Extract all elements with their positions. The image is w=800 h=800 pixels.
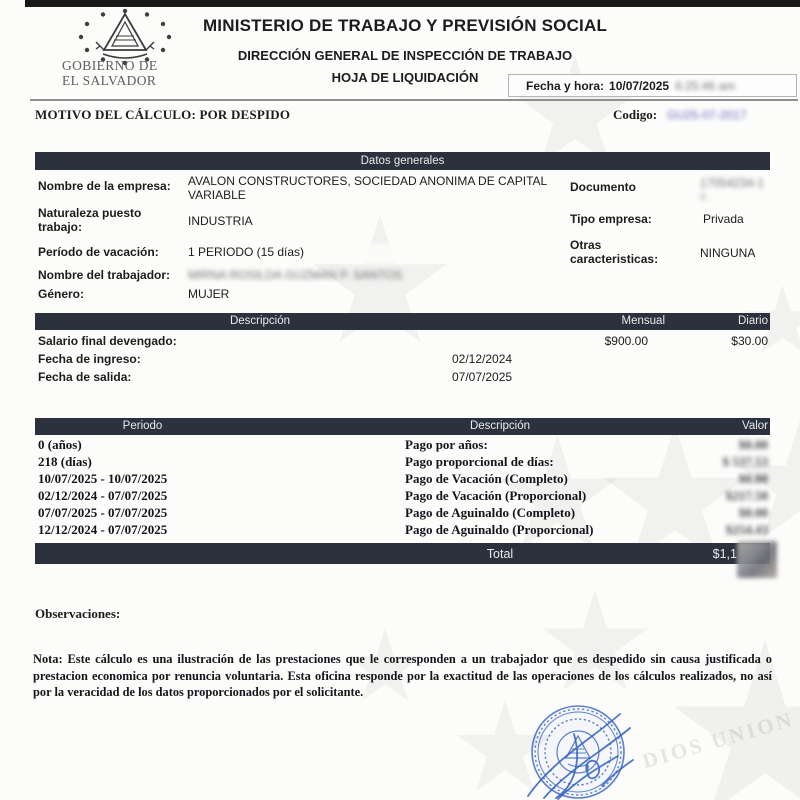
direction-subtitle: DIRECCIÓN GENERAL DE INSPECCIÓN DE TRABAJO: [237, 48, 573, 63]
row-periodo: 0 (años): [38, 437, 82, 452]
field-label: Otras caracteristicas:: [570, 238, 659, 266]
redaction-smudge: [344, 245, 434, 262]
field-label: Período de vacación:: [38, 245, 159, 259]
column-header-descripcion: Descripción: [229, 315, 291, 327]
logo-caption: [62, 58, 182, 88]
datetime-time-redacted: 6:25:46 am: [675, 78, 736, 93]
table-row: [35, 370, 770, 387]
row-descripcion: Pago proporcional de días:: [405, 454, 554, 469]
row-periodo: 218 (días): [38, 454, 92, 469]
calculation-reason: MOTIVO DEL CÁLCULO: POR DESPIDO: [35, 107, 291, 122]
logo-caption-line2: EL SALVADOR: [62, 73, 157, 88]
row-descripcion: Pago de Vacación (Completo): [405, 471, 568, 486]
datos-generales-title: Datos generales: [360, 155, 445, 167]
official-stamp-and-signature: [498, 698, 673, 800]
note-paragraph: Nota: Este cálculo es una ilustración de las prestaciones que le corresponden a un trabajador que es despedido sin causa justificada o prestacion economica por renuncia voluntaria. Esta oficina responde por la exactitud de las operaciones de los cálculos realizados, no así por la veracidad de los datos proporcionados por el solicitante.: [33, 652, 772, 699]
field-label: Nombre de la empresa:: [38, 179, 171, 193]
table-row: [35, 454, 770, 471]
field-value: Privada: [703, 212, 744, 226]
table-row: [35, 488, 770, 505]
field-label: Género:: [38, 287, 85, 301]
table-row: [35, 437, 770, 454]
row-periodo: 12/12/2024 - 07/07/2025: [38, 522, 168, 537]
row-mensual: $900.00: [604, 334, 648, 348]
column-header-diario: Diario: [737, 315, 768, 327]
table-row: [35, 505, 770, 522]
row-periodo: 10/07/2025 - 10/07/2025: [38, 471, 168, 486]
column-header-periodo: Periodo: [122, 420, 163, 432]
row-valor-redacted: $0.00: [738, 505, 768, 520]
row-date: 07/07/2025: [452, 370, 513, 384]
header-divider: [30, 99, 798, 101]
watermark-ribbon-text: DIOS UNION: [639, 706, 797, 774]
table-row: [35, 352, 770, 369]
row-periodo: 07/07/2025 - 07/07/2025: [38, 505, 168, 520]
row-descripcion: Pago de Aguinaldo (Proporcional): [405, 522, 594, 537]
field-value-redacted: 2.: [700, 192, 709, 203]
row-descripcion: Pago por años:: [405, 437, 488, 452]
code-label: Codigo:: [613, 107, 658, 122]
datetime-box: [508, 74, 797, 97]
row-descripcion: Pago de Aguinaldo (Completo): [405, 505, 576, 520]
field-label: Nombre del trabajador:: [38, 268, 171, 282]
field-value-redacted: 17054234-1: [700, 176, 765, 190]
row-periodo: 02/12/2024 - 07/07/2025: [38, 488, 168, 503]
row-valor-redacted: $ 537.53: [722, 454, 768, 469]
document-title: HOJA DE LIQUIDACIÓN: [331, 70, 479, 85]
column-header-descripcion: Descripción: [469, 420, 531, 432]
row-valor-redacted: $217.50: [725, 488, 768, 503]
table-row: [35, 522, 770, 539]
row-valor-redacted: $0.00: [738, 471, 768, 486]
column-header-valor: Valor: [742, 420, 768, 432]
row-label: Fecha de ingreso:: [38, 352, 141, 366]
observations-label: Observaciones:: [35, 606, 121, 621]
field-label: Documento: [570, 180, 636, 194]
field-value: MUJER: [188, 287, 230, 301]
total-value: $1,1: [712, 547, 737, 561]
field-value: 1 PERIODO (15 días): [188, 245, 305, 259]
field-value: INDUSTRIA: [188, 214, 253, 228]
liquidation-table-header-bar: [35, 418, 770, 435]
total-bar: [35, 543, 770, 564]
salary-table-header-bar: [35, 313, 770, 330]
code-value-redacted: GU25-07-2017: [667, 108, 747, 122]
row-descripcion: Pago de Vacación (Proporcional): [405, 488, 587, 503]
table-row: [35, 334, 770, 351]
total-label: Total: [486, 547, 514, 561]
field-value: NINGUNA: [700, 246, 756, 260]
field-label: Tipo empresa:: [570, 212, 652, 226]
ministry-title: MINISTERIO DE TRABAJO Y PREVISIÓN SOCIAL: [202, 16, 608, 35]
field-value: AVALON CONSTRUCTORES, SOCIEDAD ANONIMA DE CAPITAL VARIABLE: [188, 174, 547, 202]
row-date: 02/12/2024: [452, 352, 513, 366]
datetime-label: Fecha y hora:: [526, 78, 605, 93]
datetime-date: 10/07/2025: [609, 78, 670, 93]
column-header-mensual: Mensual: [621, 315, 665, 327]
field-label: Naturaleza puesto trabajo:: [38, 206, 142, 234]
row-label: Fecha de salida:: [38, 370, 132, 384]
row-label: Salario final devengado:: [38, 334, 177, 348]
row-diario: $30.00: [731, 334, 768, 348]
row-valor-redacted: $0.00: [738, 437, 768, 452]
logo-caption-line1: GOBIERNO DE: [62, 58, 158, 73]
field-value-redacted: MIRNA ROSILDA GUZMAN P. SANTOS: [188, 268, 403, 282]
table-row: [35, 471, 770, 488]
total-redaction-stamp: [737, 541, 777, 578]
datos-generales-header-bar: [35, 152, 770, 170]
row-valor-redacted: $254.43: [725, 522, 768, 537]
